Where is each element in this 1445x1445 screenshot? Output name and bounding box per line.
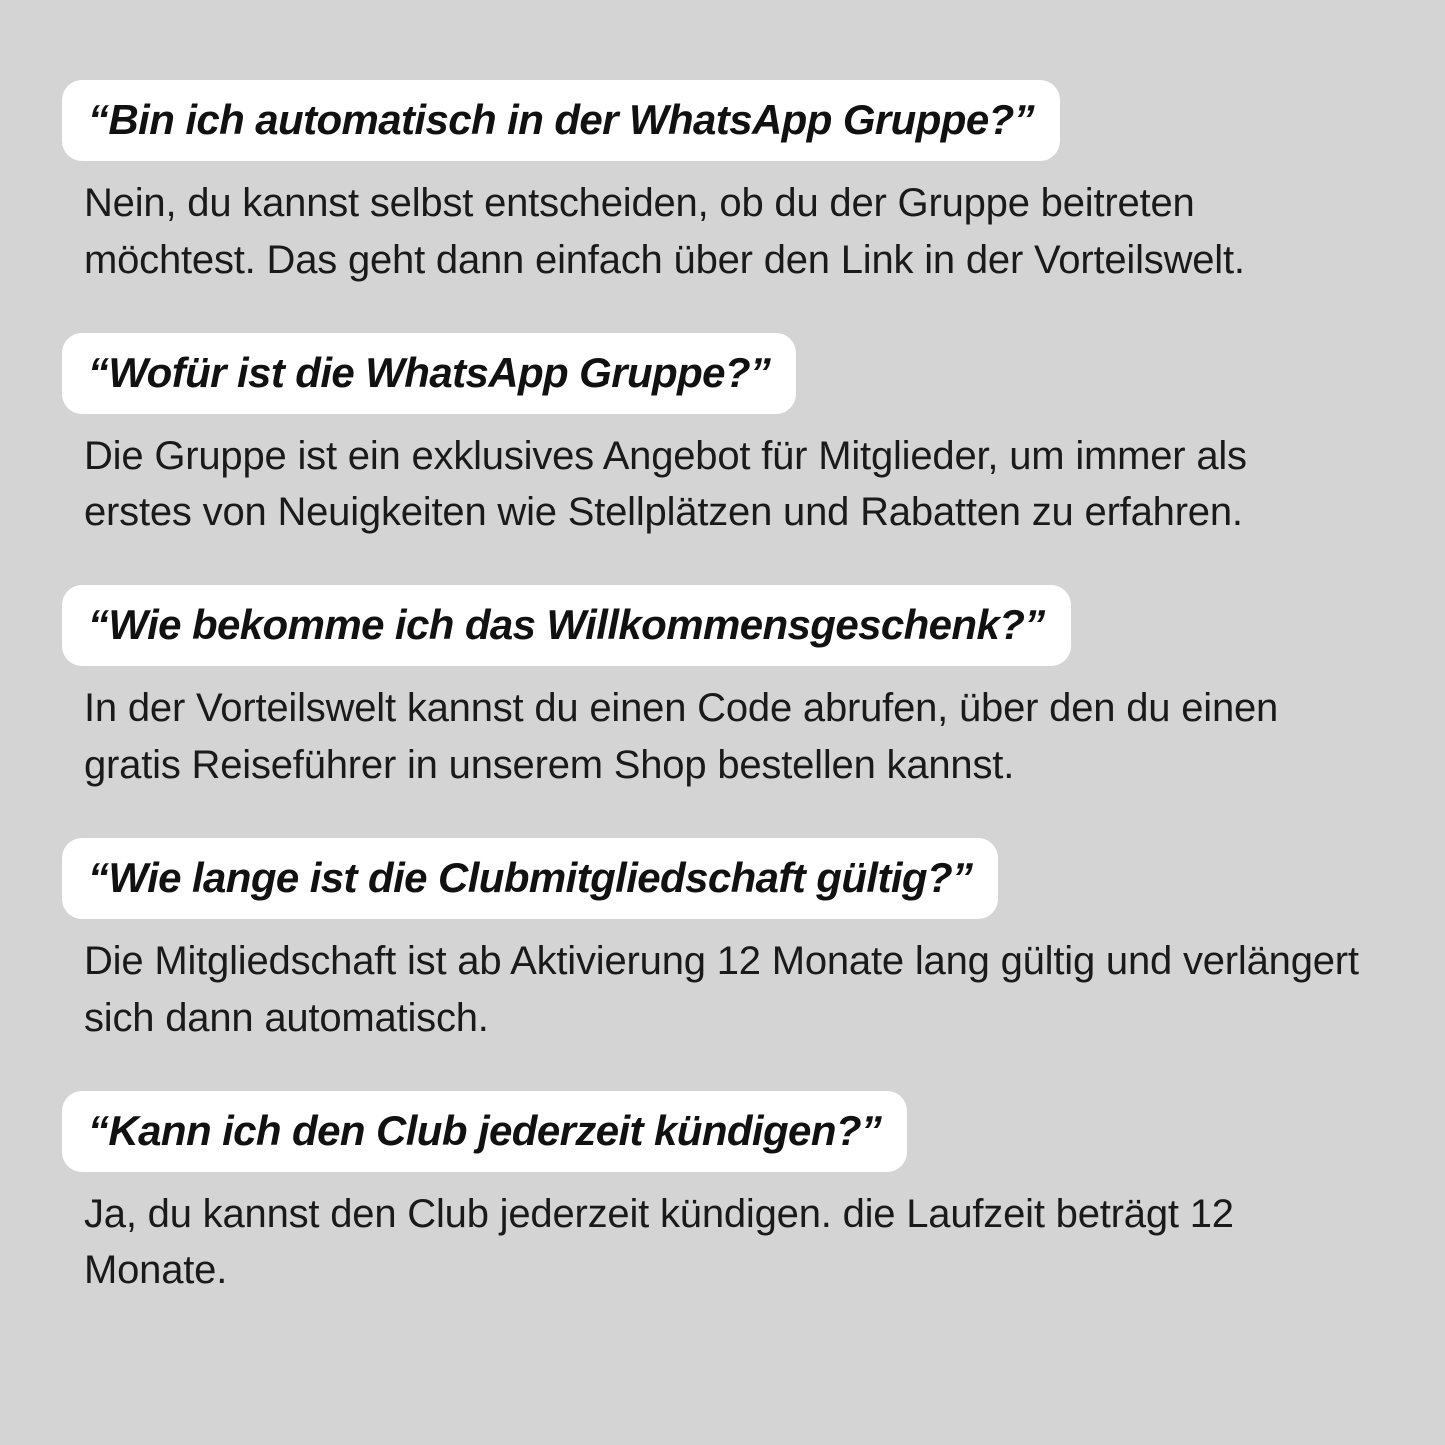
faq-answer: In der Vorteilswelt kannst du einen Code abrufen, über den du einen gratis Reiseführer in unserem Shop bestellen kannst. bbox=[84, 686, 1279, 788]
faq-item bbox=[62, 838, 1383, 1047]
faq-question-row bbox=[62, 585, 1383, 666]
faq-answer: Nein, du kannst selbst entscheiden, ob du der Gruppe beitreten möchtest. Das geht dann einfach über den Link in der Vorteilswelt. bbox=[84, 181, 1245, 282]
faq-answer: Die Gruppe ist ein exklusives Angebot für Mitglieder, um immer als erstes von Neuigkeiten wie Stellplätzen und Rabatten zu erfahren. bbox=[84, 433, 1247, 535]
faq-question-row bbox=[62, 80, 1383, 161]
faq-question: “Bin ich automatisch in der WhatsApp Gruppe?” bbox=[62, 80, 1060, 161]
faq-item bbox=[62, 1091, 1383, 1300]
faq-question-row bbox=[62, 1091, 1383, 1172]
faq-item bbox=[62, 80, 1383, 289]
faq-question: “Kann ich den Club jederzeit kündigen?” bbox=[62, 1091, 907, 1172]
faq-question: “Wie bekomme ich das Willkommensgeschenk?” bbox=[62, 585, 1071, 666]
faq-question-row bbox=[62, 333, 1383, 414]
faq-answer: Ja, du kannst den Club jederzeit kündigen. die Laufzeit beträgt 12 Monate. bbox=[84, 1191, 1234, 1293]
faq-question: “Wofür ist die WhatsApp Gruppe?” bbox=[62, 333, 796, 414]
faq-question: “Wie lange ist die Clubmitgliedschaft gültig?” bbox=[62, 838, 998, 919]
faq-answer: Die Mitgliedschaft ist ab Aktivierung 12 Monate lang gültig und verlängert sich dann automatisch. bbox=[84, 938, 1359, 1040]
faq-item bbox=[62, 333, 1383, 542]
faq-question-row bbox=[62, 838, 1383, 919]
faq-item bbox=[62, 585, 1383, 794]
